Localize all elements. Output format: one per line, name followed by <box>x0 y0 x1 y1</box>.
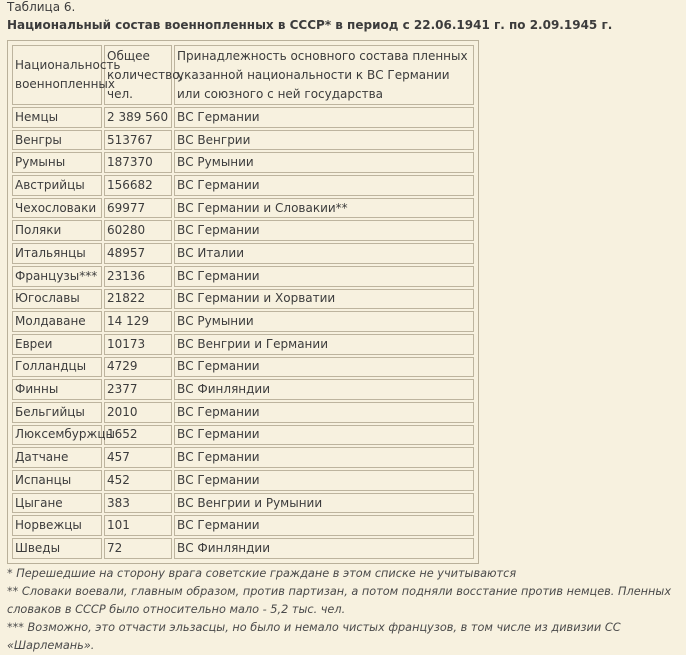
table-row <box>12 220 474 241</box>
table-row <box>12 107 474 128</box>
cell-affiliation: ВС Финляндии <box>174 538 474 559</box>
table-row <box>12 198 474 219</box>
cell-nationality: Итальянцы <box>12 243 102 264</box>
footnote-1: * Перешедшие на сторону врага советские граждане в этом списке не учитываются <box>7 567 517 580</box>
cell-count: 14 129 <box>104 311 172 332</box>
cell-affiliation: ВС Германии <box>174 470 474 491</box>
table-row <box>12 470 474 491</box>
cell-affiliation: ВС Финляндии <box>174 379 474 400</box>
cell-nationality: Датчане <box>12 447 102 468</box>
cell-nationality: Поляки <box>12 220 102 241</box>
cell-count: 1652 <box>104 425 172 446</box>
cell-nationality: Югославы <box>12 289 102 310</box>
cell-nationality: Люксембуржцы <box>12 425 102 446</box>
cell-affiliation: ВС Венгрии и Германии <box>174 334 474 355</box>
cell-count: 2010 <box>104 402 172 423</box>
cell-count: 187370 <box>104 152 172 173</box>
header-total-count: Общее количество, чел. <box>104 45 172 105</box>
cell-nationality: Евреи <box>12 334 102 355</box>
table-body <box>12 107 474 559</box>
cell-nationality: Румыны <box>12 152 102 173</box>
table-row <box>12 311 474 332</box>
cell-affiliation: ВС Германии <box>174 515 474 536</box>
cell-count: 10173 <box>104 334 172 355</box>
cell-affiliation: ВС Германии <box>174 175 474 196</box>
cell-nationality: Норвежцы <box>12 515 102 536</box>
table-row <box>12 357 474 378</box>
header-nationality: Национальность военнопленных <box>12 45 102 105</box>
table-row <box>12 152 474 173</box>
table-row <box>12 425 474 446</box>
table-row <box>12 289 474 310</box>
cell-nationality: Немцы <box>12 107 102 128</box>
cell-nationality: Венгры <box>12 130 102 151</box>
cell-count: 23136 <box>104 266 172 287</box>
pow-nationality-table <box>10 43 476 561</box>
cell-affiliation: ВС Германии <box>174 107 474 128</box>
table-row <box>12 447 474 468</box>
page-title: Национальный состав военнопленных в СССР* в период с 22.06.1941 г. по 2.09.1945 г. <box>7 18 613 32</box>
cell-affiliation: ВС Германии <box>174 266 474 287</box>
cell-nationality: Бельгийцы <box>12 402 102 423</box>
cell-affiliation: ВС Германии <box>174 220 474 241</box>
cell-count: 452 <box>104 470 172 491</box>
cell-count: 48957 <box>104 243 172 264</box>
cell-count: 457 <box>104 447 172 468</box>
cell-nationality: Чехословаки <box>12 198 102 219</box>
cell-affiliation: ВС Германии <box>174 447 474 468</box>
table-row <box>12 334 474 355</box>
cell-count: 156682 <box>104 175 172 196</box>
footnotes <box>7 565 683 655</box>
cell-count: 72 <box>104 538 172 559</box>
cell-count: 2377 <box>104 379 172 400</box>
cell-affiliation: ВС Румынии <box>174 311 474 332</box>
table-row <box>12 243 474 264</box>
table-row <box>12 379 474 400</box>
cell-affiliation: ВС Германии и Словакии** <box>174 198 474 219</box>
cell-affiliation: ВС Венгрии и Румынии <box>174 493 474 514</box>
cell-affiliation: ВС Германии <box>174 402 474 423</box>
cell-count: 383 <box>104 493 172 514</box>
pow-table-frame <box>7 40 479 564</box>
cell-nationality: Финны <box>12 379 102 400</box>
table-row <box>12 402 474 423</box>
cell-nationality: Австрийцы <box>12 175 102 196</box>
cell-count: 513767 <box>104 130 172 151</box>
table-row <box>12 538 474 559</box>
table-row <box>12 493 474 514</box>
cell-affiliation: ВС Германии <box>174 425 474 446</box>
table-header-row <box>12 45 474 105</box>
cell-affiliation: ВС Германии и Хорватии <box>174 289 474 310</box>
cell-count: 101 <box>104 515 172 536</box>
cell-count: 60280 <box>104 220 172 241</box>
cell-count: 21822 <box>104 289 172 310</box>
cell-nationality: Цыгане <box>12 493 102 514</box>
cell-nationality: Шведы <box>12 538 102 559</box>
cell-count: 4729 <box>104 357 172 378</box>
cell-nationality: Испанцы <box>12 470 102 491</box>
table-row <box>12 130 474 151</box>
table-row <box>12 515 474 536</box>
header-affiliation: Принадлежность основного состава пленных указанной национальности к ВС Германии или союзного с ней государства <box>174 45 474 105</box>
cell-nationality: Французы*** <box>12 266 102 287</box>
cell-affiliation: ВС Венгрии <box>174 130 474 151</box>
table-row <box>12 266 474 287</box>
cell-affiliation: ВС Италии <box>174 243 474 264</box>
table-row <box>12 175 474 196</box>
cell-nationality: Голландцы <box>12 357 102 378</box>
cell-count: 69977 <box>104 198 172 219</box>
footnote-3: *** Возможно, это отчасти эльзасцы, но было и немало чистых французов, в том числе из дивизии СС «Шарлемань». <box>7 621 621 652</box>
cell-affiliation: ВС Румынии <box>174 152 474 173</box>
cell-count: 2 389 560 <box>104 107 172 128</box>
cell-nationality: Молдаване <box>12 311 102 332</box>
table-caption: Таблица 6. <box>7 0 76 14</box>
cell-affiliation: ВС Германии <box>174 357 474 378</box>
footnote-2: ** Словаки воевали, главным образом, против партизан, а потом подняли восстание против немцев. Пленных словаков в СССР было относительно мало - 5,2 тыс. чел. <box>7 585 672 616</box>
